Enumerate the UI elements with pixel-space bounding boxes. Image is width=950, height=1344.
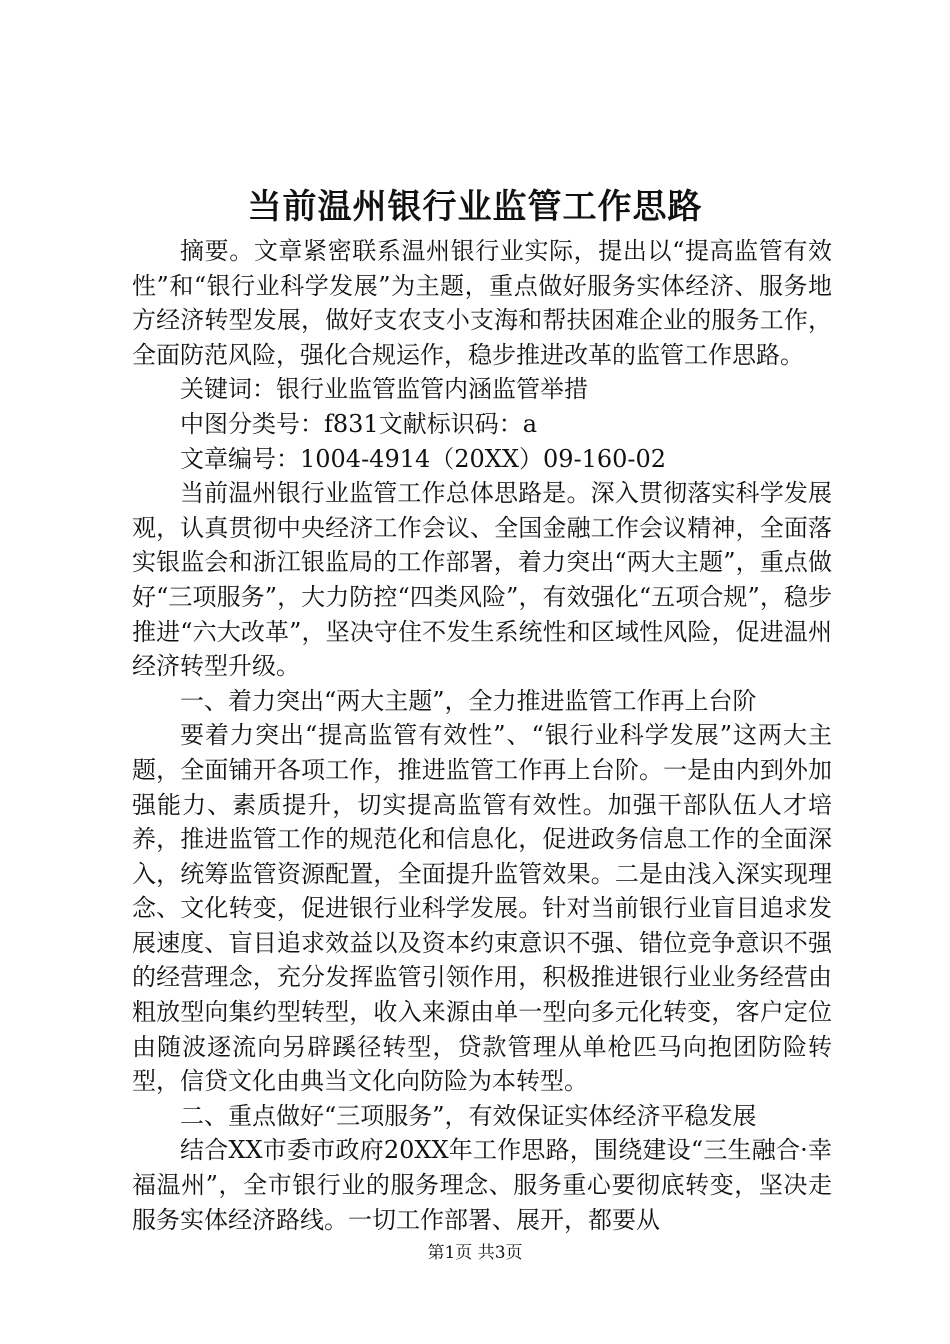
classification-line: 中图分类号：f831文献标识码：a [180,409,537,438]
section-heading-1: 一、着力突出“两大主题”，全力推进监管工作再上台阶 [180,686,757,715]
section-2-paragraph: 结合XX市委市政府20XX年工作思路，围绕建设“三生融合·幸福温州”，全市银行业的服务理念、服务重心要彻底转变，坚决走服务实体经济路线。一切工作部署、展开，都要从 [132,1136,832,1234]
article-number-line: 文章编号：1004-4914（20XX）09-160-02 [180,444,667,473]
abstract-paragraph: 摘要。文章紧密联系温州银行业实际，提出以“提高监管有效性”和“银行业科学发展”为主题，重点做好服务实体经济、服务地方经济转型发展，做好支农支小支海和帮扶困难企业的服务工作，全面防范风险，强化合规运作，稳步推进改革的监管工作思路。 [132,237,832,369]
page-number: 第1页 [427,1243,473,1263]
section-heading-2: 二、重点做好“三项服务”，有效保证实体经济平稳发展 [180,1101,757,1130]
section-1-paragraph: 要着力突出“提高监管有效性”、“银行业科学发展”这两大主题，全面铺开各项工作，推进监管工作再上台阶。一是由内到外加强能力、素质提升，切实提高监管有效性。加强干部队伍人才培养，推进监管工作的规范化和信息化，促进政务信息工作的全面深入，统筹监管资源配置，全面提升监管效果。二是由浅入深实现理念、文化转变，促进银行业科学发展。针对当前银行业盲目追求发展速度、盲目追求效益以及资本约束意识不强、错位竞争意识不强的经营理念，充分发挥监管引领作用，积极推进银行业业务经营由粗放型向集约型转型，收入来源由单一型向多元化转变，客户定位由随波逐流向另辟蹊径转型，贷款管理从单枪匹马向抱团防险转型，信贷文化由典当文化向防险为本转型。 [132,721,832,1096]
page-total: 共3页 [477,1243,523,1263]
page-footer [0,1241,950,1265]
document-body [132,234,832,1237]
overview-paragraph: 当前温州银行业监管工作总体思路是。深入贯彻落实科学发展观，认真贯彻中央经济工作会议、全国金融工作会议精神，全面落实银监会和浙江银监局的工作部署，着力突出“两大主题”，重点做好“三项服务”，大力防控“四类风险”，有效强化“五项合规”，稳步推进“六大改革”，坚决守住不发生系统性和区域性风险，促进温州经济转型升级。 [132,479,832,681]
keywords-line: 关键词：银行业监管监管内涵监管举措 [180,375,588,404]
document-title: 当前温州银行业监管工作思路 [247,187,703,227]
